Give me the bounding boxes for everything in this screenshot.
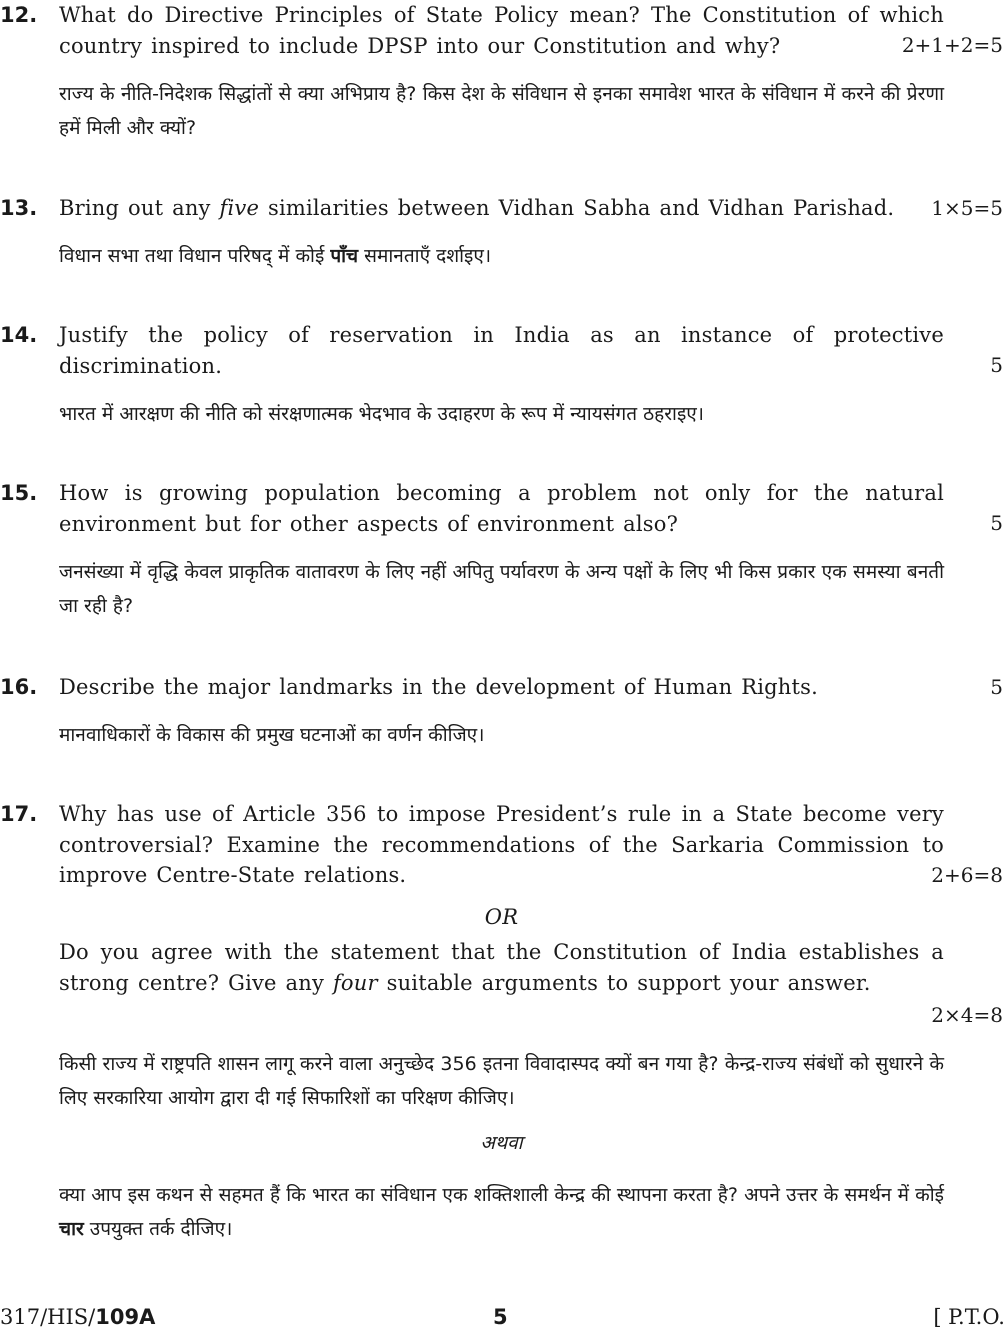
- marks-label: 5: [990, 511, 1003, 535]
- marks-label: 5: [990, 675, 1003, 699]
- question-text-en: Describe the major landmarks in the development of Human Rights.: [59, 675, 819, 699]
- question-text-hi: जनसंख्या में वृद्धि केवल प्राकृतिक वातावरण के लिए नहीं अपितु पर्यावरण के अन्य पक्षों के लिए भी किस प्रकार एक समस्या बनती जा रही है?: [59, 561, 944, 617]
- question-number: 13.: [0, 196, 38, 220]
- marks-label: 1×5=5: [931, 196, 1003, 220]
- page-footer: [0, 1305, 1005, 1333]
- question-text-en-line2: discrimination.: [59, 353, 223, 378]
- question-number: 16.: [0, 675, 38, 699]
- question-number: 17.: [0, 802, 38, 826]
- alternative-text-hi: क्या आप इस कथन से सहमत हैं कि भारत का संविधान एक शक्तिशाली केन्द्र की स्थापना करता है? अपने उत्तर के समर्थन में कोई चार उपयुक्त तर्क दीजिए।: [59, 1184, 944, 1240]
- question-text-en-line2: country inspired to include DPSP into our Constitution and why?: [59, 33, 781, 58]
- question-text-hi: किसी राज्य में राष्ट्रपति शासन लागू करने वाला अनुच्छेद 356 इतना विवादास्पद क्यों बन गया है? केन्द्र-राज्य संबंधों को सुधारने के लिए सरकारिया आयोग द्वारा दी गई सिफारिशों का परिक्षण कीजिए।: [59, 1053, 944, 1109]
- marks-label: 5: [990, 353, 1003, 377]
- question-text-hi: राज्य के नीति-निदेशक सिद्धांतों से क्या अभिप्राय है? किस देश के संविधान से इनका समावेश भारत के संविधान में करने की प्रेरणा हमें मिली और क्यों?: [59, 83, 944, 139]
- alternative-marks-label: 2×4=8: [931, 1003, 1003, 1027]
- question-text-hi: मानवाधिकारों के विकास की प्रमुख घटनाओं का वर्णन कीजिए।: [59, 724, 485, 746]
- question-number: 12.: [0, 3, 38, 27]
- marks-label: 2+6=8: [931, 863, 1003, 887]
- alternative-text-en-line1: Do you agree with the statement that the Constitution of India establishes a: [59, 940, 944, 964]
- question-text-hi: भारत में आरक्षण की नीति को संरक्षणात्मक भेदभाव के उदाहरण के रूप में न्यायसंगत ठहराइए।: [59, 403, 704, 425]
- question-text-en-line1: What do Directive Principles of State Policy mean? The Constitution of which: [59, 3, 944, 27]
- paper-code: 317/HIS/109A: [0, 1305, 156, 1329]
- question-text-en-line1: Justify the policy of reservation in India as an instance of protective: [59, 323, 944, 347]
- question-text-en-line2: environment but for other aspects of environment also?: [59, 511, 679, 536]
- question-text-en-line3: improve Centre-State relations.: [59, 863, 407, 887]
- pto-label: [ P.T.O.: [933, 1305, 1005, 1329]
- alternative-text-en-line2: strong centre? Give any four suitable arguments to support your answer.: [59, 970, 871, 995]
- marks-label: 2+1+2=5: [901, 33, 1003, 57]
- or-label-hi: अथवा: [480, 1132, 523, 1154]
- question-text-en: Bring out any five similarities between Vidhan Sabha and Vidhan Parishad.: [59, 196, 895, 220]
- question-number: 15.: [0, 481, 38, 505]
- question-text-hi: विधान सभा तथा विधान परिषद् में कोई पाँच समानताएँ दर्शाइए।: [59, 245, 492, 267]
- question-number: 14.: [0, 323, 38, 347]
- or-label-en: OR: [484, 905, 519, 929]
- question-text-en-line1: How is growing population becoming a problem not only for the natural: [59, 481, 944, 505]
- page-number: 5: [493, 1305, 508, 1329]
- question-text-en-line2: controversial? Examine the recommendations of the Sarkaria Commission to: [59, 832, 944, 857]
- question-text-en-line1: Why has use of Article 356 to impose President’s rule in a State become very: [59, 802, 944, 826]
